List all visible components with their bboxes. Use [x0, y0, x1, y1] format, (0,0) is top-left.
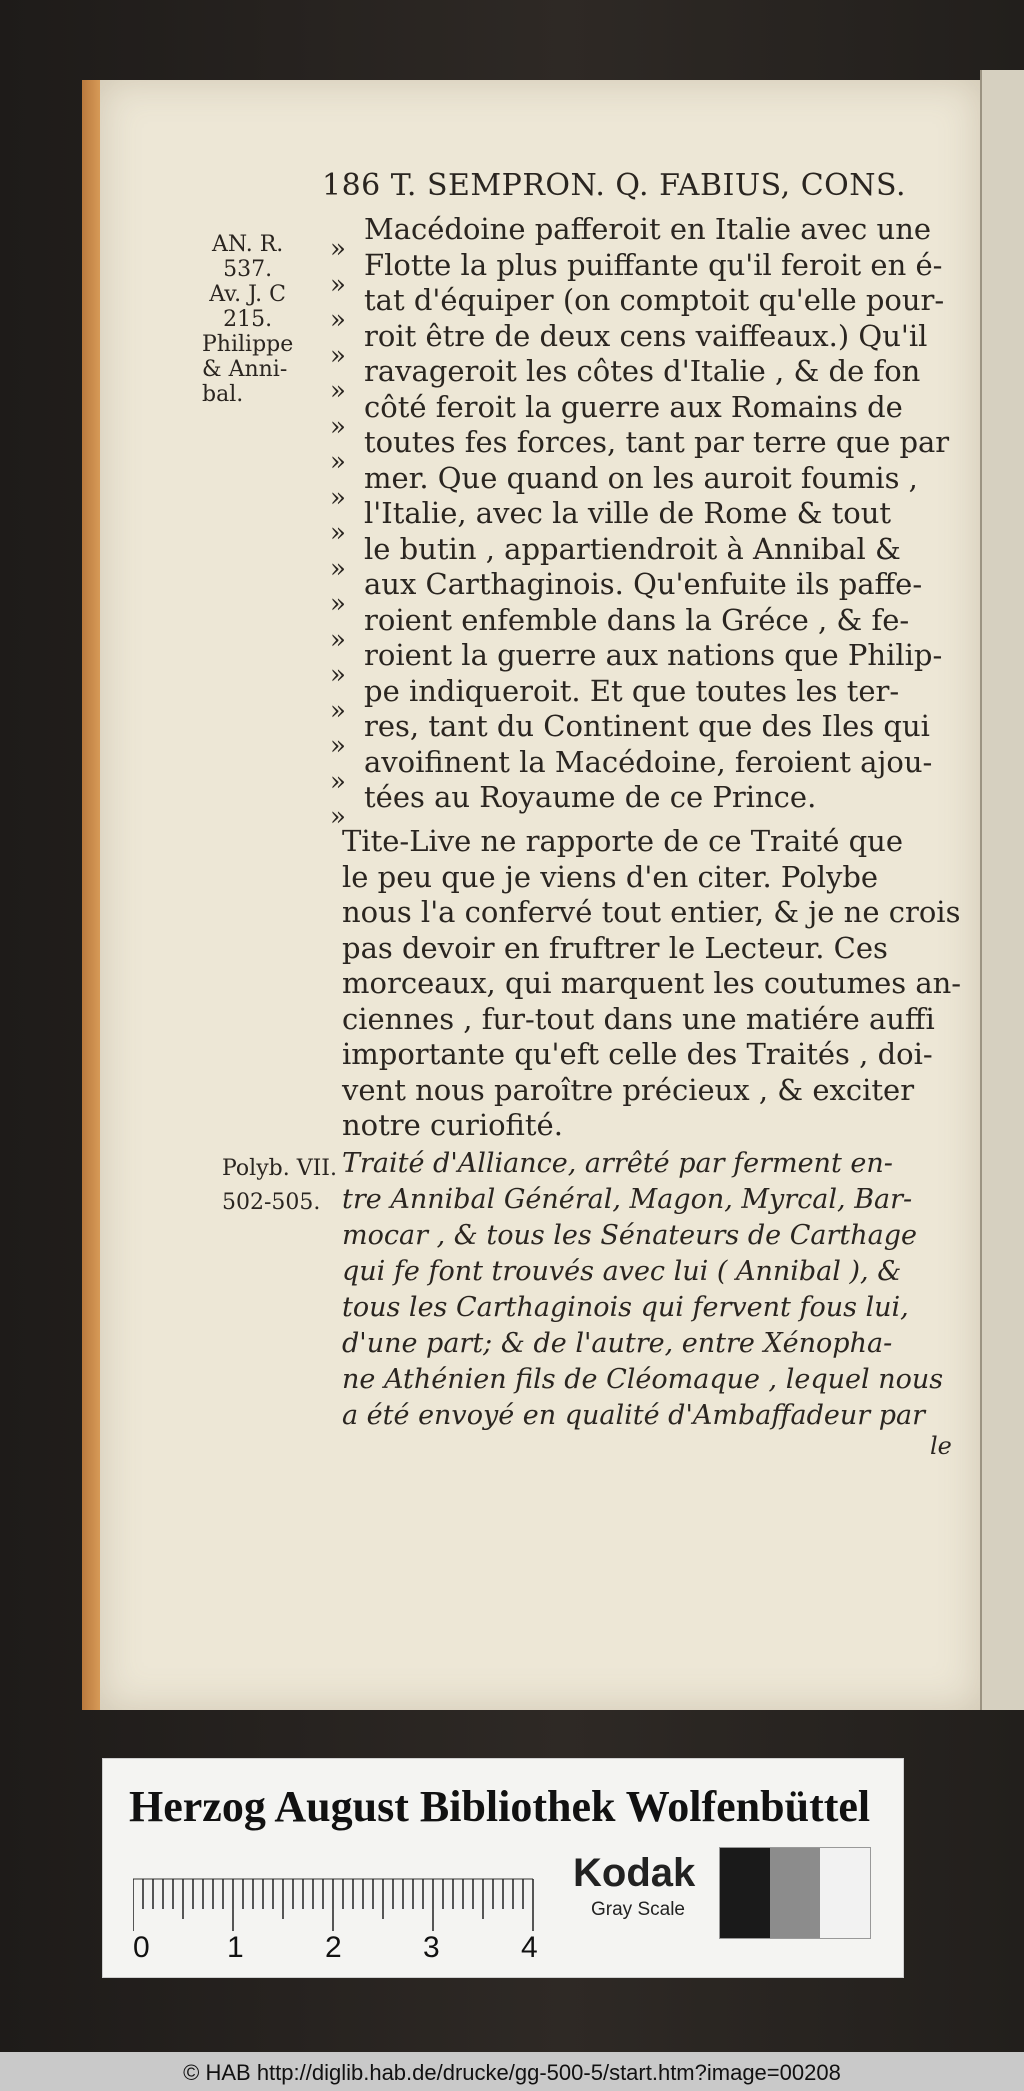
quote-mark: »: [330, 376, 346, 406]
ruler-ticks: [133, 1879, 533, 1931]
text-line: Tite-Live ne rapporte de ce Traité que: [342, 824, 903, 858]
treaty-heading: [342, 1146, 952, 1434]
gray-swatch-dark: [720, 1848, 770, 1938]
text-line: res, tant du Continent que des Iles qui: [364, 709, 930, 743]
ruler-number: 2: [325, 1931, 342, 1961]
text-line: importante qu'eft celle des Traités , doi-: [342, 1037, 933, 1071]
text-line: ciennes , fur-tout dans une matiére auffi: [342, 1001, 935, 1036]
text-line: tous les Carthaginois qui fervent fous lui,: [342, 1292, 909, 1323]
gray-scale-label: Gray Scale: [591, 1899, 685, 1920]
quote-mark: »: [330, 234, 346, 264]
adjacent-page-edge: [980, 70, 1024, 1710]
ruler-number: 1: [227, 1931, 244, 1961]
text-line: pas devoir en fruftrer le Lecteur. Ces: [342, 930, 888, 965]
quote-mark: »: [330, 269, 346, 300]
margin-note-line: 215.: [223, 307, 273, 332]
text-line: tre Annibal Général, Magon, Myrcal, Bar-: [342, 1184, 913, 1215]
margin-note-line: AN. R.: [211, 232, 284, 257]
text-line: côté feroit la guerre aux Romains de: [364, 389, 903, 424]
commentary-paragraph: [342, 824, 962, 1144]
ruler-number: 0: [133, 1931, 150, 1961]
quoted-passage: [364, 212, 949, 816]
text-line: mer. Que quand on les auroit foumis ,: [364, 460, 918, 495]
catchword: le: [930, 1432, 952, 1460]
text-line: pe indiqueroit. Et que toutes les ter-: [364, 673, 900, 708]
margin-note-line: & Anni-: [202, 357, 288, 382]
margin-reference-note: [222, 1152, 337, 1220]
text-line: Traité d'Alliance, arrêté par ferment en-: [342, 1148, 893, 1179]
ruler-number: 4: [521, 1931, 538, 1961]
quote-mark: »: [330, 766, 346, 797]
text-line: a été envoyé en qualité d'Ambaffadeur par: [342, 1400, 926, 1431]
text-line: d'une part; & de l'autre, entre Xénopha-: [342, 1328, 893, 1359]
quote-mark: »: [330, 305, 346, 335]
text-line: mocar , & tous les Sénateurs de Carthage: [342, 1220, 917, 1251]
quote-mark: »: [330, 411, 346, 442]
gray-swatch-mid: [770, 1848, 820, 1938]
text-line: roient enfemble dans la Gréce , & fe-: [364, 602, 910, 637]
library-color-card: [102, 1758, 904, 1978]
reference-line: Polyb. VII.: [222, 1156, 337, 1181]
text-line: Flotte la plus puiffante qu'il feroit en é-: [364, 247, 943, 282]
text-line: morceaux, qui marquent les coutumes an-: [342, 966, 962, 1000]
quote-mark: »: [330, 802, 346, 832]
text-line: notre curiofité.: [342, 1108, 563, 1142]
text-line: qui fe font trouvés avec lui ( Annibal ), &: [342, 1256, 902, 1287]
text-line: le butin , appartiendroit à Annibal &: [364, 531, 901, 566]
quote-mark: »: [330, 518, 346, 548]
quote-mark: »: [330, 589, 346, 619]
reference-line: 502-505.: [222, 1190, 321, 1215]
ruler-scale: [133, 1871, 643, 1961]
quote-mark: »: [330, 447, 346, 477]
kodak-logo-text: Kodak: [573, 1851, 696, 1895]
quotation-marks-column: [330, 232, 346, 836]
text-line: roit être de deux cens vaiffeaux.) Qu'il: [364, 318, 928, 353]
running-head: 186 T. SEMPRON. Q. FABIUS, CONS.: [322, 168, 907, 203]
text-line: ravageroit les côtes d'Italie , & de fon: [364, 354, 921, 388]
quote-mark: »: [330, 731, 346, 761]
margin-note-line: Philippe: [202, 332, 294, 357]
margin-note-line: 537.: [223, 257, 273, 282]
library-name: Herzog August Bibliothek Wolfenbüttel: [129, 1782, 871, 1831]
text-line: aux Carthaginois. Qu'enfuite ils paffe-: [364, 567, 923, 601]
gray-swatch-light: [820, 1848, 870, 1938]
text-line: roient la guerre aux nations que Philip-: [364, 638, 943, 672]
gray-scale-swatches: [719, 1847, 871, 1939]
text-line: le peu que je viens d'en citer. Polybe: [342, 859, 879, 894]
copyright-credit: © HAB http://diglib.hab.de/drucke/gg-500-5/start.htm?image=00208: [183, 2060, 841, 2085]
text-line: ne Athénien fils de Cléomaque , lequel nous: [342, 1364, 944, 1395]
margin-note-line: Av. J. C: [209, 282, 286, 307]
quote-mark: »: [330, 624, 346, 655]
text-line: Macédoine pafferoit en Italie avec une: [364, 212, 932, 246]
margin-note-line: bal.: [202, 382, 244, 407]
text-line: avoifinent la Macédoine, feroient ajou-: [364, 744, 933, 779]
quote-mark: »: [330, 553, 346, 584]
text-line: toutes fes forces, tant par terre que par: [364, 425, 950, 459]
text-line: tat d'équiper (on comptoit qu'elle pour-: [364, 283, 945, 317]
ruler-number: 3: [423, 1931, 440, 1961]
quote-mark: »: [330, 695, 346, 726]
quote-mark: »: [330, 660, 346, 690]
margin-date-note: [202, 232, 293, 407]
text-line: nous l'a confervé tout entier, & je ne crois: [342, 895, 961, 929]
text-line: vent nous paroître précieux , & exciter: [342, 1072, 915, 1107]
text-line: l'Italie, avec la ville de Rome & tout: [364, 496, 892, 530]
quote-mark: »: [330, 340, 346, 371]
text-line: tées au Royaume de ce Prince.: [364, 780, 817, 814]
quote-mark: »: [330, 482, 346, 513]
